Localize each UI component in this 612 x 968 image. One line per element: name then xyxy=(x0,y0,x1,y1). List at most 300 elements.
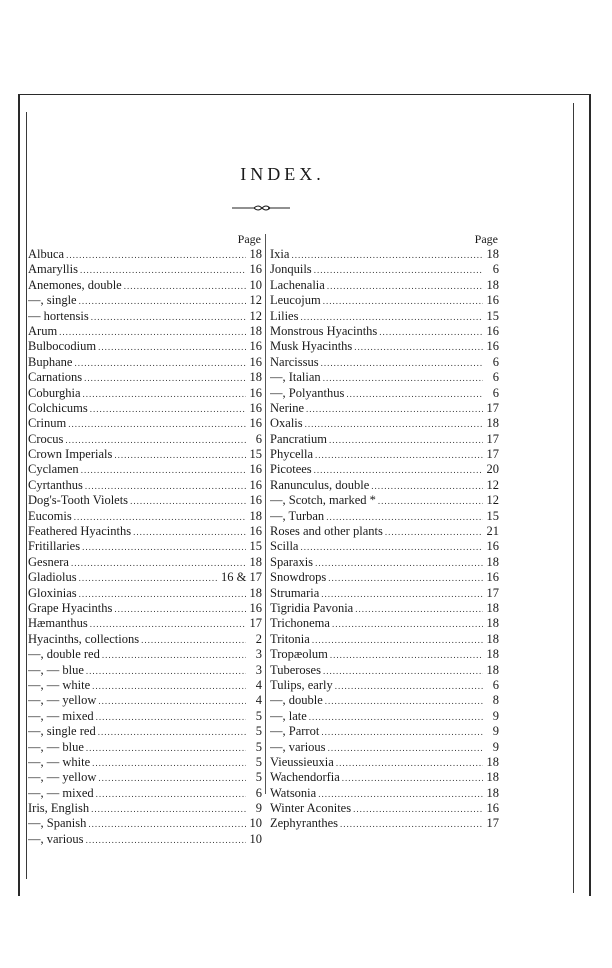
entry-page-number: 6 xyxy=(255,431,262,446)
entry-name: — hortensis xyxy=(28,308,89,323)
entry-page-number: 18 xyxy=(486,554,499,569)
entry-page-number: 3 xyxy=(255,647,262,662)
entry-name: Hæmanthus xyxy=(28,616,88,631)
page-title: INDEX. xyxy=(240,164,325,184)
index-entry xyxy=(28,740,262,755)
leader-dots xyxy=(98,725,246,739)
entry-name: Feathered Hyacinths xyxy=(28,524,132,539)
entry-page-number: 16 xyxy=(249,354,262,369)
entry-name: Winter Aconites xyxy=(270,801,352,816)
entry-page-number: 18 xyxy=(486,754,499,769)
index-entry xyxy=(270,370,499,385)
leader-dots xyxy=(354,340,483,354)
leader-dots xyxy=(314,263,483,277)
index-entry xyxy=(270,447,499,462)
index-entry xyxy=(270,632,499,647)
index-list-right xyxy=(270,247,499,832)
index-entry xyxy=(270,355,499,370)
entry-page-number: 15 xyxy=(249,539,262,554)
entry-page-number: 17 xyxy=(486,431,499,446)
index-entry xyxy=(28,570,262,585)
entry-page-number: 6 xyxy=(492,262,499,277)
entry-name: Iris, English xyxy=(28,801,90,816)
leader-dots xyxy=(321,356,483,370)
index-entry xyxy=(28,663,262,678)
leader-dots xyxy=(98,771,246,785)
entry-name: Grape Hyacinths xyxy=(28,600,113,615)
leader-dots xyxy=(385,525,483,539)
entry-page-number: 4 xyxy=(255,693,262,708)
entry-page-number: 5 xyxy=(255,754,262,769)
index-entry xyxy=(28,324,262,339)
entry-page-number: 17 xyxy=(486,447,499,462)
leader-dots xyxy=(124,279,246,293)
leader-dots xyxy=(312,633,483,647)
entry-page-number: 10 xyxy=(249,816,262,831)
index-entry xyxy=(28,309,262,324)
index-entry xyxy=(270,740,499,755)
leader-dots xyxy=(335,679,483,693)
entry-name: Hyacinths, collections xyxy=(28,631,140,646)
leader-dots xyxy=(79,294,246,308)
leader-dots xyxy=(90,402,246,416)
leader-dots xyxy=(82,540,246,554)
leader-dots xyxy=(83,387,246,401)
leader-dots xyxy=(91,802,246,816)
leader-dots xyxy=(328,571,483,585)
entry-page-number: 4 xyxy=(255,677,262,692)
index-entry xyxy=(28,632,262,647)
index-entry xyxy=(270,770,499,785)
inner-right-rule xyxy=(573,103,574,893)
index-entry xyxy=(28,586,262,601)
entry-name: —, late xyxy=(270,708,307,723)
index-entry xyxy=(270,663,499,678)
leader-dots xyxy=(86,833,246,847)
entry-page-number: 15 xyxy=(486,308,499,323)
entry-page-number: 5 xyxy=(255,739,262,754)
entry-page-number: 16 xyxy=(249,400,262,415)
entry-name: Jonquils xyxy=(270,262,312,277)
entry-page-number: 5 xyxy=(255,708,262,723)
index-entry xyxy=(28,355,262,370)
index-entry xyxy=(270,724,499,739)
entry-page-number: 16 xyxy=(486,339,499,354)
entry-name: —, Parrot xyxy=(270,724,320,739)
entry-name: Sparaxis xyxy=(270,554,314,569)
entry-name: Buphane xyxy=(28,354,73,369)
page-column-header: Page xyxy=(237,232,261,246)
index-entry xyxy=(270,478,499,493)
ornament-divider xyxy=(232,198,290,218)
index-entry xyxy=(270,278,499,293)
index-entry xyxy=(28,832,262,847)
entry-page-number: 6 xyxy=(492,385,499,400)
leader-dots xyxy=(336,756,483,770)
column-divider xyxy=(265,234,266,794)
entry-page-number: 18 xyxy=(249,247,262,261)
entry-name: Nerine xyxy=(270,400,305,415)
entry-name: Lachenalia xyxy=(270,277,325,292)
entry-name: Roses and other plants xyxy=(270,524,383,539)
entry-name: —, various xyxy=(28,831,84,846)
entry-name: Gloxinias xyxy=(28,585,77,600)
index-entry xyxy=(270,293,499,308)
index-entry xyxy=(28,786,262,801)
entry-page-number: 18 xyxy=(486,770,499,785)
leader-dots xyxy=(378,494,483,508)
entry-page-number: 3 xyxy=(255,662,262,677)
leader-dots xyxy=(114,602,246,616)
leader-dots xyxy=(318,787,483,801)
entry-page-number: 16 xyxy=(249,339,262,354)
entry-page-number: 15 xyxy=(486,508,499,523)
index-entry xyxy=(28,432,262,447)
entry-page-number: 12 xyxy=(486,477,499,492)
entry-name: Leucojum xyxy=(270,293,321,308)
page-column-header: Page xyxy=(474,232,498,246)
leader-dots xyxy=(327,279,483,293)
leader-dots xyxy=(92,679,246,693)
index-entry xyxy=(28,601,262,616)
entry-name: Musk Hyacinths xyxy=(270,339,353,354)
leader-dots xyxy=(326,510,483,524)
index-entry xyxy=(270,555,499,570)
index-entry xyxy=(28,801,262,816)
entry-page-number: 18 xyxy=(486,416,499,431)
leader-dots xyxy=(90,617,246,631)
entry-name: Picotees xyxy=(270,462,312,477)
entry-name: —, — white xyxy=(28,677,91,692)
index-entry xyxy=(270,601,499,616)
entry-name: —, double xyxy=(270,693,323,708)
index-entry xyxy=(28,247,262,262)
entry-page-number: 6 xyxy=(492,370,499,385)
leader-dots xyxy=(321,725,483,739)
index-entry xyxy=(270,755,499,770)
entry-name: Vieussieuxia xyxy=(270,754,334,769)
entry-page-number: 2 xyxy=(255,631,262,646)
index-column-left xyxy=(28,232,262,847)
entry-name: Strumaria xyxy=(270,585,320,600)
index-entry xyxy=(270,709,499,724)
entry-name: Scilla xyxy=(270,539,299,554)
entry-page-number: 17 xyxy=(249,616,262,631)
entry-name: Bulbocodium xyxy=(28,339,97,354)
leader-dots xyxy=(86,664,246,678)
entry-name: Cyrtanthus xyxy=(28,477,83,492)
entry-name: Colchicums xyxy=(28,400,88,415)
entry-page-number: 16 xyxy=(486,801,499,816)
entry-page-number: 16 xyxy=(486,323,499,338)
entry-name: Phycella xyxy=(270,447,314,462)
index-entry xyxy=(270,386,499,401)
entry-page-number: 9 xyxy=(255,801,262,816)
entry-page-number: 10 xyxy=(249,831,262,846)
leader-dots xyxy=(85,479,246,493)
leader-dots xyxy=(329,433,483,447)
entry-page-number: 18 xyxy=(249,370,262,385)
leader-dots xyxy=(305,417,483,431)
entry-page-number: 9 xyxy=(492,739,499,754)
leader-dots xyxy=(98,340,246,354)
leader-dots xyxy=(328,741,483,755)
entry-name: —, single xyxy=(28,293,77,308)
entry-page-number: 18 xyxy=(486,631,499,646)
index-entry xyxy=(28,339,262,354)
inner-left-rule xyxy=(26,112,27,879)
entry-page-number: 17 xyxy=(486,585,499,600)
entry-page-number: 18 xyxy=(249,554,262,569)
entry-page-number: 16 xyxy=(486,293,499,308)
leader-dots xyxy=(353,802,483,816)
index-entry xyxy=(28,616,262,631)
entry-name: Dog's-Tooth Violets xyxy=(28,493,129,508)
index-entry xyxy=(270,324,499,339)
entry-name: —, — mixed xyxy=(28,708,94,723)
entry-page-number: 16 xyxy=(249,524,262,539)
entry-page-number: 16 xyxy=(249,477,262,492)
entry-name: Lilies xyxy=(270,308,299,323)
entry-name: Tigridia Pavonia xyxy=(270,600,354,615)
index-entry xyxy=(270,432,499,447)
entry-name: Ixia xyxy=(270,247,290,261)
index-entry xyxy=(270,616,499,631)
index-entry xyxy=(270,309,499,324)
leader-dots xyxy=(86,741,246,755)
leader-dots xyxy=(80,263,246,277)
entry-name: —, double red xyxy=(28,647,100,662)
leader-dots xyxy=(300,310,483,324)
index-entry xyxy=(270,493,499,508)
index-entry xyxy=(270,509,499,524)
entry-name: —, — mixed xyxy=(28,785,94,800)
leader-dots xyxy=(291,248,483,262)
entry-page-number: 15 xyxy=(249,447,262,462)
entry-name: Narcissus xyxy=(270,354,319,369)
leader-dots xyxy=(130,494,246,508)
leader-dots xyxy=(323,664,483,678)
leader-dots xyxy=(92,756,246,770)
index-entry xyxy=(28,509,262,524)
leader-dots xyxy=(141,633,246,647)
entry-name: —, — yellow xyxy=(28,693,97,708)
entry-name: Zephyranthes xyxy=(270,816,339,831)
entry-page-number: 18 xyxy=(486,662,499,677)
leader-dots xyxy=(65,433,246,447)
entry-name: —, Polyanthus xyxy=(270,385,345,400)
entry-name: Gesnera xyxy=(28,554,69,569)
leader-dots xyxy=(340,817,483,831)
index-entry xyxy=(28,770,262,785)
entry-name: —, Scotch, marked * xyxy=(270,493,376,508)
entry-page-number: 16 & 17 xyxy=(221,570,262,585)
entry-name: Ranunculus, double xyxy=(270,477,370,492)
entry-page-number: 16 xyxy=(249,385,262,400)
entry-name: Snowdrops xyxy=(270,570,327,585)
entry-name: Pancratium xyxy=(270,431,327,446)
index-entry xyxy=(270,416,499,431)
entry-name: Crinum xyxy=(28,416,67,431)
entry-name: Crown Imperials xyxy=(28,447,113,462)
entry-name: Tuberoses xyxy=(270,662,321,677)
entry-page-number: 6 xyxy=(492,354,499,369)
leader-dots xyxy=(325,694,483,708)
leader-dots xyxy=(96,710,246,724)
index-entry xyxy=(28,539,262,554)
index-entry xyxy=(270,339,499,354)
index-entry xyxy=(270,816,499,831)
index-entry xyxy=(270,586,499,601)
leader-dots xyxy=(342,771,483,785)
entry-page-number: 16 xyxy=(249,493,262,508)
entry-page-number: 18 xyxy=(486,277,499,292)
leader-dots xyxy=(81,463,246,477)
index-entry xyxy=(28,462,262,477)
entry-name: —, — blue xyxy=(28,739,84,754)
entry-page-number: 9 xyxy=(492,724,499,739)
entry-name: —, — white xyxy=(28,754,91,769)
entry-name: Amaryllis xyxy=(28,262,78,277)
entry-name: Arum xyxy=(28,323,58,338)
entry-page-number: 8 xyxy=(492,693,499,708)
index-list-left xyxy=(28,247,262,847)
index-entry xyxy=(28,524,262,539)
index-entry xyxy=(270,693,499,708)
leader-dots xyxy=(84,371,246,385)
index-entry xyxy=(270,247,499,262)
leader-dots xyxy=(355,602,483,616)
entry-name: Tropæolum xyxy=(270,647,328,662)
entry-name: —, — yellow xyxy=(28,770,97,785)
entry-name: Eucomis xyxy=(28,508,72,523)
entry-page-number: 18 xyxy=(486,600,499,615)
entry-name: Gladiolus xyxy=(28,570,77,585)
entry-name: Trichonema xyxy=(270,616,330,631)
entry-page-number: 18 xyxy=(486,616,499,631)
entry-name: Coburghia xyxy=(28,385,81,400)
leader-dots xyxy=(309,710,483,724)
leader-dots xyxy=(306,402,483,416)
entry-page-number: 12 xyxy=(249,293,262,308)
entry-name: Tritonia xyxy=(270,631,310,646)
index-entry xyxy=(28,478,262,493)
entry-page-number: 16 xyxy=(486,539,499,554)
leader-dots xyxy=(96,787,246,801)
entry-page-number: 16 xyxy=(249,416,262,431)
leader-dots xyxy=(332,617,483,631)
entry-page-number: 16 xyxy=(249,462,262,477)
entry-name: —, various xyxy=(270,739,326,754)
entry-name: Fritillaries xyxy=(28,539,81,554)
index-entry xyxy=(28,555,262,570)
entry-page-number: 9 xyxy=(492,708,499,723)
index-entry xyxy=(28,370,262,385)
entry-page-number: 18 xyxy=(249,508,262,523)
leader-dots xyxy=(114,448,246,462)
index-entry xyxy=(28,262,262,277)
entry-name: Crocus xyxy=(28,431,64,446)
entry-page-number: 16 xyxy=(249,262,262,277)
entry-name: Cyclamen xyxy=(28,462,79,477)
index-entry xyxy=(28,709,262,724)
leader-dots xyxy=(133,525,246,539)
leader-dots xyxy=(74,356,246,370)
index-entry xyxy=(28,493,262,508)
entry-name: Wachendorfia xyxy=(270,770,340,785)
leader-dots xyxy=(79,587,246,601)
index-entry xyxy=(28,278,262,293)
index-entry xyxy=(28,647,262,662)
entry-name: Tulips, early xyxy=(270,677,333,692)
entry-name: —, Spanish xyxy=(28,816,87,831)
entry-page-number: 17 xyxy=(486,816,499,831)
index-entry xyxy=(270,524,499,539)
index-entry xyxy=(270,262,499,277)
leader-dots xyxy=(315,556,483,570)
index-entry xyxy=(28,816,262,831)
index-entry xyxy=(28,386,262,401)
entry-page-number: 10 xyxy=(249,277,262,292)
index-entry xyxy=(28,401,262,416)
entry-name: Carnations xyxy=(28,370,83,385)
entry-page-number: 5 xyxy=(255,724,262,739)
index-entry xyxy=(270,678,499,693)
index-entry xyxy=(270,570,499,585)
entry-page-number: 18 xyxy=(249,323,262,338)
leader-dots xyxy=(314,463,483,477)
entry-page-number: 12 xyxy=(486,493,499,508)
leader-dots xyxy=(88,817,246,831)
leader-dots xyxy=(98,694,246,708)
entry-page-number: 18 xyxy=(486,785,499,800)
leader-dots xyxy=(323,371,483,385)
entry-page-number: 21 xyxy=(486,524,499,539)
leader-dots xyxy=(346,387,483,401)
entry-page-number: 6 xyxy=(492,677,499,692)
leader-dots xyxy=(68,417,246,431)
index-entry xyxy=(28,693,262,708)
entry-page-number: 16 xyxy=(486,570,499,585)
index-entry xyxy=(28,447,262,462)
entry-name: Oxalis xyxy=(270,416,303,431)
index-column-right xyxy=(270,232,499,832)
leader-dots xyxy=(71,556,246,570)
entry-page-number: 17 xyxy=(486,400,499,415)
index-entry xyxy=(270,786,499,801)
leader-dots xyxy=(66,248,246,262)
entry-name: —, Italian xyxy=(270,370,321,385)
entry-page-number: 20 xyxy=(486,462,499,477)
entry-name: Watsonia xyxy=(270,785,317,800)
entry-page-number: 5 xyxy=(255,770,262,785)
leader-dots xyxy=(371,479,483,493)
entry-page-number: 12 xyxy=(249,308,262,323)
entry-page-number: 6 xyxy=(255,785,262,800)
leader-dots xyxy=(91,310,246,324)
leader-dots xyxy=(323,294,483,308)
entry-name: —, single red xyxy=(28,724,96,739)
index-entry xyxy=(28,678,262,693)
entry-page-number: 16 xyxy=(249,600,262,615)
index-entry xyxy=(270,539,499,554)
index-entry xyxy=(270,801,499,816)
entry-name: —, — blue xyxy=(28,662,84,677)
leader-dots xyxy=(379,325,483,339)
entry-name: —, Turban xyxy=(270,508,325,523)
entry-name: Monstrous Hyacinths xyxy=(270,323,378,338)
entry-name: Anemones, double xyxy=(28,277,122,292)
